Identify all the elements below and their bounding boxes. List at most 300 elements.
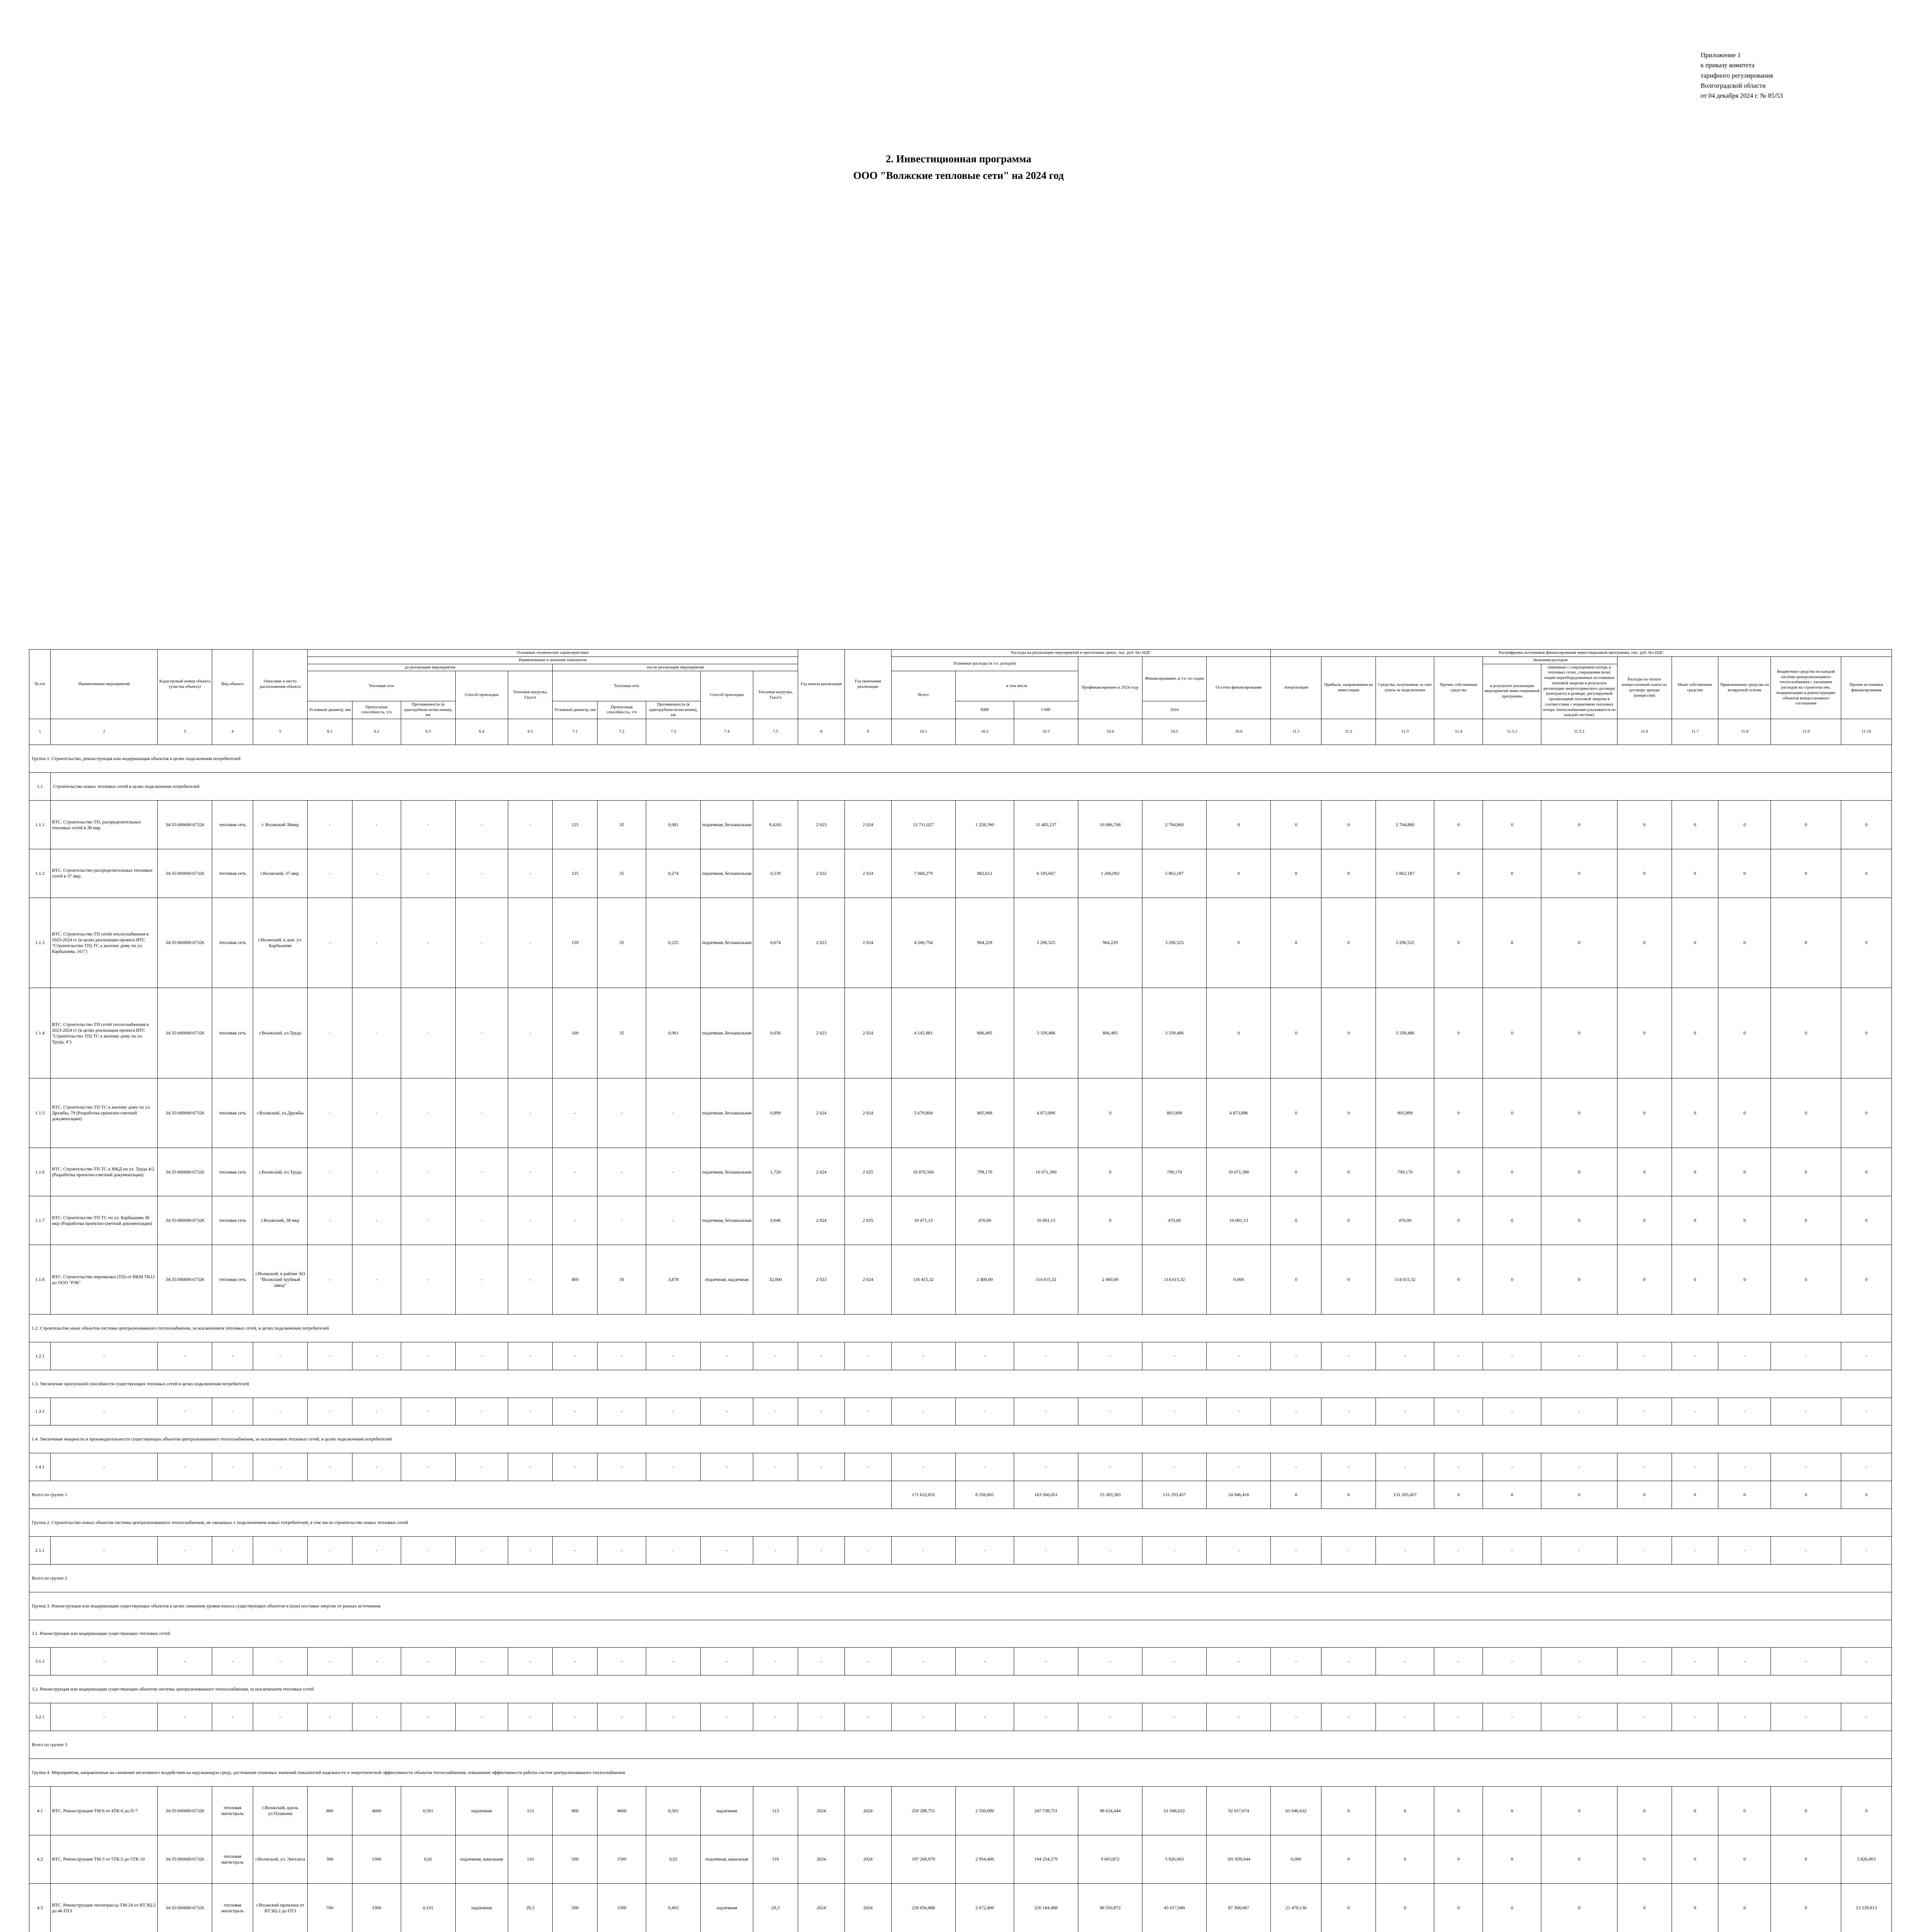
cell-pf: 10 006,768 — [1078, 801, 1142, 849]
cell-t: 228 856,888 — [891, 1884, 955, 1932]
cell-a3: 0,02 — [646, 1835, 701, 1884]
cell-empty: - — [1841, 1342, 1891, 1370]
cell-a1: - — [553, 1078, 598, 1148]
cell-cad: 34:35:000000:67326 — [158, 988, 212, 1078]
cell-y2: 2 025 — [844, 1148, 891, 1196]
column-index: 1 — [29, 719, 51, 745]
cell-s8: 0 — [1672, 1835, 1718, 1884]
cell-a4: подземная, бесканальная — [701, 988, 753, 1078]
cell-s10: 0 — [1771, 1884, 1841, 1932]
cell-empty: - — [701, 1703, 753, 1731]
cell-type: тепловая сеть — [212, 898, 253, 988]
cell-a1: 100 — [553, 988, 598, 1078]
cell-empty: - — [753, 1453, 798, 1481]
cell-empty: - — [701, 1536, 753, 1564]
cell-empty: - — [1672, 1398, 1718, 1425]
cell-b4: - — [455, 1148, 508, 1196]
cell-s10: 0 — [1771, 1078, 1841, 1148]
cell-s5: 0 — [1483, 1786, 1541, 1835]
cell-cad: 34:35:000000:67326 — [158, 1148, 212, 1196]
column-index: 11.9 — [1771, 719, 1841, 745]
cell-a2: 1500 — [598, 1835, 646, 1884]
cell-s1: 0 — [1271, 1078, 1321, 1148]
col-connfee: Средства, полученные за счет платы за подключение — [1376, 656, 1434, 719]
col-cadastr: Кадастровый номер объекта (участка объекта) — [158, 650, 212, 719]
cell-empty: - — [701, 1453, 753, 1481]
cell-empty: - — [844, 1342, 891, 1370]
cell-empty: - — [891, 1536, 955, 1564]
cell-s11: 0 — [1841, 1245, 1891, 1315]
cell-pf: 964,229 — [1078, 898, 1142, 988]
cell-t: 4 145,981 — [891, 988, 955, 1078]
cell-empty: - — [798, 1536, 844, 1564]
cell-name: ВТС. Реконструкция теплотрассы ТМ-24 от ВТЭЦ-2 до 46 ПТЗ — [51, 1884, 158, 1932]
total-s9: 0 — [1718, 1481, 1771, 1509]
cell-empty: - — [308, 1342, 352, 1370]
cell-n: 1.1.1 — [29, 801, 51, 849]
cell-b5: 110 — [508, 1835, 553, 1884]
cell-empty: - — [51, 1648, 158, 1675]
cell-pf: 1 206,092 — [1078, 849, 1142, 898]
cell-descr: г.Волжский, ул.Труда — [253, 988, 308, 1078]
cell-s8: 0 — [1672, 988, 1718, 1078]
section-title: 1.4. Увеличение мощности и производительности существующих объектов централизованного теплоснабжения, за исключением тепловых сетей, в целях подключения потребителей — [29, 1425, 1892, 1453]
cell-empty: - — [308, 1536, 352, 1564]
cell-name: ВТС. Строительство распределительных тепловых сетей в 37 мкр. — [51, 849, 158, 898]
column-index: 7.2 — [598, 719, 646, 745]
cell-b5: - — [508, 898, 553, 988]
cell-empty: - — [753, 1398, 798, 1425]
cell-b5: 113 — [508, 1786, 553, 1835]
cell-empty: - — [1078, 1398, 1142, 1425]
cell-b4: - — [455, 1245, 508, 1315]
section-group-1: Группа 1. Строительство, реконструкция или модернизация объектов в целях подключения потребителей: — [29, 745, 1892, 773]
cell-cad: 34:35:000000:67326 — [158, 1835, 212, 1884]
cell-empty: - — [1541, 1703, 1617, 1731]
cell-b5: - — [508, 849, 553, 898]
cell-empty: - — [455, 1398, 508, 1425]
cell-empty: - — [1483, 1453, 1541, 1481]
cell-pir: 805,909 — [955, 1078, 1014, 1148]
cell-a3: 0,274 — [646, 849, 701, 898]
cell-n: 1.1.7 — [29, 1196, 51, 1245]
column-index: 8 — [798, 719, 844, 745]
cell-f24: 61 046,632 — [1142, 1786, 1207, 1835]
cell-empty: - — [1718, 1703, 1771, 1731]
cell-a5: 32,000 — [753, 1245, 798, 1315]
cell-b4: - — [455, 988, 508, 1078]
cell-empty: - — [1207, 1342, 1271, 1370]
cell-s5: 0 — [1483, 988, 1541, 1078]
cell-s1: 0 — [1271, 1148, 1321, 1196]
section-title: 3.1. Реконструкция или модернизация существующих тепловых сетей — [29, 1620, 1892, 1648]
cell-s2: 0 — [1321, 1884, 1376, 1932]
cell-pf: 806,495 — [1078, 988, 1142, 1078]
col-econ-result: в результате реализации мероприятий инвестиционной программы — [1483, 664, 1541, 719]
cell-descr: г. Волжский 38мкр — [253, 801, 308, 849]
cell-empty: - — [1483, 1703, 1541, 1731]
cell-empty: - — [1014, 1342, 1078, 1370]
cell-empty: - — [51, 1398, 158, 1425]
cell-b1: 500 — [308, 1835, 352, 1884]
cell-empty: - — [1014, 1648, 1078, 1675]
cell-b3: - — [401, 988, 455, 1078]
cell-empty: - — [253, 1398, 308, 1425]
table-row — [29, 1245, 1892, 1315]
cell-b1: - — [308, 849, 352, 898]
cell-a1: 800 — [553, 1786, 598, 1835]
cell-empty: - — [253, 1342, 308, 1370]
cell-empty: - — [1841, 1453, 1891, 1481]
col-load-before: Тепловая нагрузка, Гкал/ч — [508, 671, 553, 719]
cell-empty: - — [598, 1648, 646, 1675]
total-s5: 0 — [1483, 1481, 1541, 1509]
cell-empty: - — [891, 1703, 955, 1731]
cell-pf: 2 400,00 — [1078, 1245, 1142, 1315]
cell-type: тепловая сеть — [212, 849, 253, 898]
cell-empty: - — [1376, 1453, 1434, 1481]
total-row — [29, 1481, 1892, 1509]
cell-empty: - — [308, 1648, 352, 1675]
column-index: 10.1 — [891, 719, 955, 745]
cell-s9: 0 — [1718, 1148, 1771, 1196]
cell-a1: 500 — [553, 1884, 598, 1932]
cell-empty: - — [508, 1536, 553, 1564]
cell-s2: 0 — [1321, 1078, 1376, 1148]
cell-s6: 0 — [1541, 801, 1617, 849]
cell-empty: - — [158, 1536, 212, 1564]
cell-s2: 0 — [1321, 1835, 1376, 1884]
cell-type: тепловая сеть — [212, 1196, 253, 1245]
cell-empty: - — [753, 1536, 798, 1564]
cell-empty: - — [352, 1536, 401, 1564]
cell-empty: - — [401, 1398, 455, 1425]
cell-s10: 0 — [1771, 849, 1841, 898]
cell-empty: - — [1142, 1342, 1207, 1370]
cell-b3: - — [401, 1078, 455, 1148]
cell-empty: - — [891, 1453, 955, 1481]
cell-s11: 0 — [1841, 1196, 1891, 1245]
cell-f24: 470,00 — [1142, 1196, 1207, 1245]
cell-s9: 0 — [1718, 1245, 1771, 1315]
cell-empty: - — [1142, 1648, 1207, 1675]
cell-empty: - — [51, 1703, 158, 1731]
cell-empty: - — [1078, 1536, 1142, 1564]
total-s2: 0 — [1321, 1481, 1376, 1509]
col-diam-before: Условный диаметр, мм — [308, 701, 352, 719]
cell-smr: 3 339,486 — [1014, 988, 1078, 1078]
cell-rem: 0 — [1207, 801, 1271, 849]
cell-s5: 0 — [1483, 1835, 1541, 1884]
cell-a5: 0,4241 — [753, 801, 798, 849]
cell-empty: - — [253, 1648, 308, 1675]
cell-y1: 2024 — [798, 1884, 844, 1932]
cell-empty: - — [1014, 1536, 1078, 1564]
col-profit: Прибыль, направленная на инвестиции — [1321, 656, 1376, 719]
column-index: 10.6 — [1207, 719, 1271, 745]
cell-b2: 4600 — [352, 1786, 401, 1835]
cell-a1: 125 — [553, 801, 598, 849]
column-index: 11.10 — [1841, 719, 1891, 745]
cell-s1: 0 — [1271, 898, 1321, 988]
cell-empty: - — [1376, 1342, 1434, 1370]
cell-empty: - — [1672, 1342, 1718, 1370]
cell-s2: 0 — [1321, 1148, 1376, 1196]
col-smr: СМР — [1014, 701, 1078, 719]
total-smr: 163 266,051 — [1014, 1481, 1078, 1509]
cell-s8: 0 — [1672, 1884, 1718, 1932]
total-pir: 8 356,805 — [955, 1481, 1014, 1509]
col-amort: Амортизация — [1271, 656, 1321, 719]
cell-b4: надземная — [455, 1786, 508, 1835]
cell-empty: - — [1541, 1398, 1617, 1425]
cell-s3: 3 339,486 — [1376, 988, 1434, 1078]
cell-empty: - — [1271, 1453, 1321, 1481]
cell-s10: 0 — [1771, 1196, 1841, 1245]
cell-b5: - — [508, 1196, 553, 1245]
cell-empty: - — [352, 1703, 401, 1731]
cell-s8: 0 — [1672, 1196, 1718, 1245]
cell-a5: 0,656 — [753, 988, 798, 1078]
cell-s1: 0 — [1271, 1245, 1321, 1315]
cell-empty: - — [955, 1703, 1014, 1731]
cell-s7: 0 — [1617, 988, 1672, 1078]
cell-empty: - — [308, 1453, 352, 1481]
cell-empty: - — [798, 1703, 844, 1731]
cell-a1: 125 — [553, 849, 598, 898]
total-s1: 0 — [1271, 1481, 1321, 1509]
cell-b5: 29,3 — [508, 1884, 553, 1932]
cell-empty: - — [253, 1703, 308, 1731]
table-body — [29, 719, 1892, 1932]
cell-name: ВТС. Строительство ТП ТС к жилому дому по ул. Дружбы, 79 (Разработка проектно-сметной документации) — [51, 1078, 158, 1148]
col-num: № п/п — [29, 650, 51, 719]
col-end: Год окончания реализации — [844, 650, 891, 719]
cell-b2: - — [352, 1196, 401, 1245]
cell-s9: 0 — [1718, 1078, 1771, 1148]
cell-t: 250 288,751 — [891, 1786, 955, 1835]
cell-cad: 34:35:000000:67326 — [158, 1245, 212, 1315]
cell-s1: 0 — [1271, 988, 1321, 1078]
cell-a4: подземная, бесканальная — [701, 1148, 753, 1196]
cell-a5: 110 — [753, 1835, 798, 1884]
cell-s5: 0 — [1483, 849, 1541, 898]
cell-empty: - — [1271, 1536, 1321, 1564]
cell-s8: 0 — [1672, 849, 1718, 898]
section-title: Группа 3. Реконструкция или модернизация существующих объектов в целях снижения уровня износа существующих объектов и (или) поставки энергии от разных источников — [29, 1592, 1892, 1620]
cell-a5: 0,899 — [753, 1078, 798, 1148]
cell-b5: - — [508, 1148, 553, 1196]
cell-empty: - — [598, 1703, 646, 1731]
section-title: 3.2. Реконструкция или модернизация существующих объектов системы централизованного теплоснабжения, за исключением тепловых сетей — [29, 1675, 1892, 1703]
cell-cad: 34:35:000000:67326 — [158, 898, 212, 988]
cell-empty: - — [212, 1648, 253, 1675]
cell-empty: - — [401, 1342, 455, 1370]
cell-s8: 0 — [1672, 1148, 1718, 1196]
cell-empty: - — [212, 1342, 253, 1370]
cell-type: тепловая сеть — [212, 988, 253, 1078]
cell-b5: - — [508, 1245, 553, 1315]
cell-empty: - — [508, 1398, 553, 1425]
hdr-economy: Экономия расходов — [1483, 656, 1617, 664]
section-1-1: Строительство новых тепловых сетей в целях подключения потребителей — [51, 773, 1892, 801]
cell-s9: 0 — [1718, 988, 1771, 1078]
cell-s5: 0 — [1483, 1078, 1541, 1148]
document-title — [0, 151, 1917, 184]
cell-b2: 1500 — [352, 1835, 401, 1884]
cell-s11: 0 — [1841, 801, 1891, 849]
cell-empty: - — [51, 1536, 158, 1564]
cell-smr: 194 254,579 — [1014, 1835, 1078, 1884]
cell-name: ВТС. Реконструкция ТМ-5 от 5ТК-5 до 5ТК-10 — [51, 1835, 158, 1884]
column-index: 6.2 — [352, 719, 401, 745]
cell-s3: 0 — [1376, 1835, 1434, 1884]
cell-empty: - — [1321, 1536, 1376, 1564]
cell-s7: 0 — [1617, 1078, 1672, 1148]
cell-empty: - — [646, 1703, 701, 1731]
cell-empty: - — [1078, 1648, 1142, 1675]
total-pf: 15 383,583 — [1078, 1481, 1142, 1509]
cell-a3: - — [646, 1148, 701, 1196]
cell-empty: - — [1771, 1648, 1841, 1675]
cell-empty: - — [1078, 1453, 1142, 1481]
cell-empty: - — [798, 1342, 844, 1370]
cell-empty: - — [158, 1703, 212, 1731]
column-index: 11.8 — [1718, 719, 1771, 745]
cell-n: 3.2.1 — [29, 1703, 51, 1731]
cell-s2: 0 — [1321, 1786, 1376, 1835]
cell-empty: - — [955, 1342, 1014, 1370]
cell-empty: - — [1376, 1398, 1434, 1425]
column-index: 7.1 — [553, 719, 598, 745]
cell-empty: - — [1078, 1703, 1142, 1731]
cell-t: 5 679,804 — [891, 1078, 955, 1148]
cell-empty: - — [955, 1453, 1014, 1481]
column-index: 11.1 — [1271, 719, 1321, 745]
cell-b2: - — [352, 1245, 401, 1315]
cell-pir: 806,495 — [955, 988, 1014, 1078]
cell-empty: - — [844, 1398, 891, 1425]
cell-cad: 34:35:000000:67326 — [158, 1884, 212, 1932]
cell-n: 1.1.8 — [29, 1245, 51, 1315]
col-len-before: Протяженность (в однотрубном исчислении), км — [401, 701, 455, 719]
cell-empty: - — [401, 1453, 455, 1481]
cell-b2: - — [352, 1148, 401, 1196]
cell-empty: - — [1321, 1342, 1376, 1370]
cell-s9: 0 — [1718, 801, 1771, 849]
section-1-2: 1.2. Строительство иных объектов системы централизованного теплоснабжения, за исключением тепловых сетей, в целях подключения потребителей — [29, 1314, 1892, 1342]
investment-table-container — [29, 649, 1892, 1932]
cell-empty: - — [1434, 1648, 1483, 1675]
cell-a4: надземная — [701, 1884, 753, 1932]
cell-empty: - — [598, 1398, 646, 1425]
cell-a3: 0,493 — [646, 1884, 701, 1932]
cell-empty: - — [1014, 1398, 1078, 1425]
cell-s10: 0 — [1771, 1148, 1841, 1196]
cell-s5: 0 — [1483, 898, 1541, 988]
cell-empty: - — [1718, 1648, 1771, 1675]
cell-s1: 0 — [1271, 801, 1321, 849]
cell-s6: 0 — [1541, 1245, 1617, 1315]
cell-a3: 0,501 — [646, 1786, 701, 1835]
cell-descr: г.Волжский, к дом. ул. Карбышева — [253, 898, 308, 988]
cell-b5: - — [508, 1078, 553, 1148]
cell-empty: - — [1483, 1342, 1541, 1370]
cell-rem: 0 — [1207, 849, 1271, 898]
cell-y1: 2 023 — [798, 801, 844, 849]
cell-s7: 0 — [1617, 1884, 1672, 1932]
column-index: 3 — [158, 719, 212, 745]
cell-empty: - — [1617, 1536, 1672, 1564]
cell-y1: 2 023 — [798, 988, 844, 1078]
cell-b3: - — [401, 849, 455, 898]
cell-empty: - — [1376, 1703, 1434, 1731]
cell-n: 1.3.1 — [29, 1398, 51, 1425]
total-s11: 0 — [1841, 1481, 1891, 1509]
total-s10: 0 — [1771, 1481, 1841, 1509]
cell-smr: 6 185,667 — [1014, 849, 1078, 898]
cell-a1: 500 — [553, 1835, 598, 1884]
cell-smr: 247 738,751 — [1014, 1786, 1078, 1835]
cell-empty: - — [253, 1536, 308, 1564]
cell-n: 1.1.6 — [29, 1148, 51, 1196]
cell-n: 2.1.1 — [29, 1536, 51, 1564]
cell-a3: 0,081 — [646, 801, 701, 849]
cell-a3: - — [646, 1196, 701, 1245]
cell-s9: 0 — [1718, 1835, 1771, 1884]
column-index-row — [29, 719, 1892, 745]
cell-empty: - — [1271, 1648, 1321, 1675]
cell-empty: - — [646, 1398, 701, 1425]
section-row — [29, 1620, 1892, 1648]
cell-b4: надземная — [455, 1884, 508, 1932]
cell-a2: - — [598, 1078, 646, 1148]
col-budget: Бюджетные средства по каждой системе централизованного теплоснабжения с указанием расходов на строительство, модернизацию и реконструкцию объектов концессионного соглашения — [1771, 656, 1841, 719]
cell-empty: - — [1672, 1703, 1718, 1731]
cell-b1: - — [308, 1245, 352, 1315]
table-row — [29, 801, 1892, 849]
cell-empty: - — [1771, 1398, 1841, 1425]
cell-rem: 87 308,067 — [1207, 1884, 1271, 1932]
cell-empty: - — [1434, 1453, 1483, 1481]
column-index: 11.5.1 — [1483, 719, 1541, 745]
table-row — [29, 1884, 1892, 1932]
cell-descr: г.Волжский, ул.Дружбы — [253, 1078, 308, 1148]
cell-empty: - — [352, 1398, 401, 1425]
cell-type: тепловая сеть — [212, 1148, 253, 1196]
appendix-line: к приказу комитета — [1701, 61, 1755, 69]
cell-y2: 2024 — [844, 1835, 891, 1884]
cell-descr: г.Волжский, 38 мкр — [253, 1196, 308, 1245]
cell-s10: 0 — [1771, 1786, 1841, 1835]
cell-a4: подземная, бесканальная — [701, 898, 753, 988]
appendix-line: Волгоградской области — [1701, 82, 1766, 90]
cell-n: 3.1.1 — [29, 1648, 51, 1675]
cell-descr: г.Волжский промзона от ВТЭЦ-2 до ПТЗ — [253, 1884, 308, 1932]
cell-empty: - — [51, 1453, 158, 1481]
cell-s7: 0 — [1617, 1148, 1672, 1196]
cell-a4: надземная — [701, 1786, 753, 1835]
cell-a2: 50 — [598, 1245, 646, 1315]
cell-empty: - — [553, 1648, 598, 1675]
cell-a5: 0,674 — [753, 898, 798, 988]
cell-s4: 0 — [1434, 1884, 1483, 1932]
cell-s8: 0 — [1672, 898, 1718, 988]
cell-empty: - — [1207, 1398, 1271, 1425]
cell-b3: 0,02 — [401, 1835, 455, 1884]
cell-empty: - — [955, 1648, 1014, 1675]
cell-a3: 0,225 — [646, 898, 701, 988]
